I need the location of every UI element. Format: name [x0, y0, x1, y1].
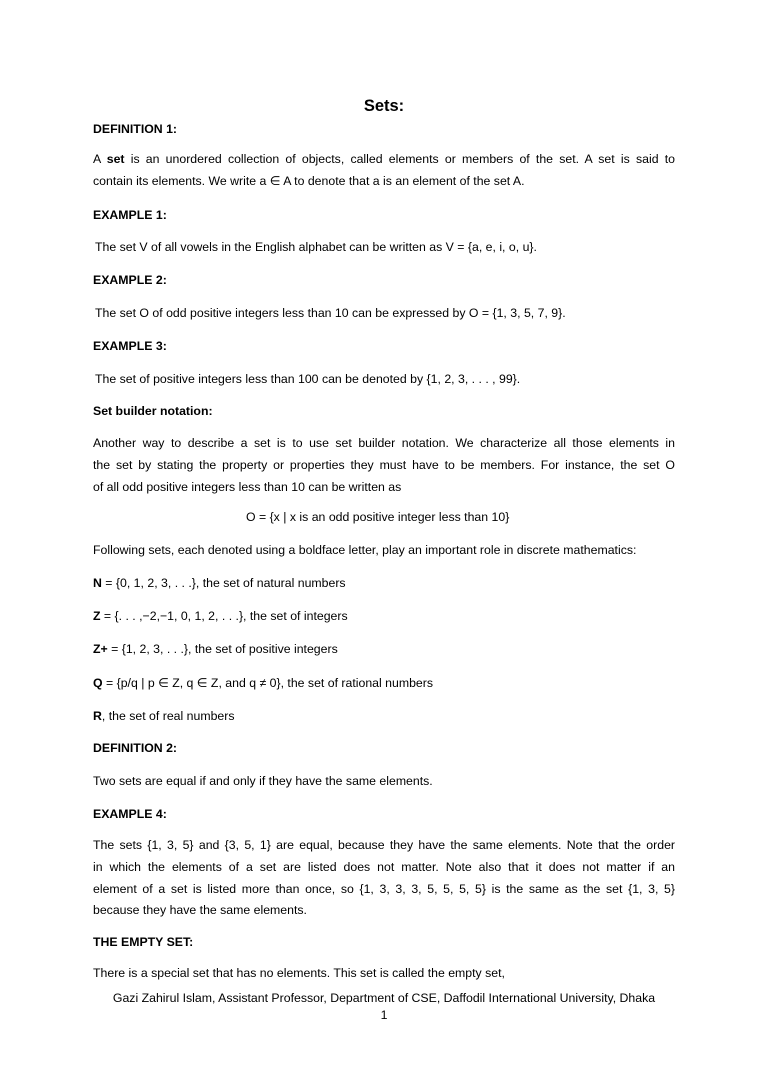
positive-integers-line [93, 642, 338, 656]
example-4-line-2: in which the elements of a set are listed does not matter. Note also that it does not matter if an [93, 860, 675, 874]
definition-1-line-2: contain its elements. We write a ∈ A to denote that a is an element of the set A. [93, 174, 525, 188]
integers-symbol: Z [93, 609, 101, 623]
set-builder-line-1: Another way to describe a set is to use set builder notation. We characterize all those elements in [93, 436, 675, 450]
example-4-heading: EXAMPLE 4: [93, 807, 167, 821]
set-term: set [106, 152, 125, 166]
set-builder-formula: O = {x | x is an odd positive integer less than 10} [246, 510, 510, 524]
integers-text: = {. . . ,−2,−1, 0, 1, 2, . . .}, the set of integers [100, 609, 348, 623]
example-4-line-3: element of a set is listed more than once, so {1, 3, 3, 3, 5, 5, 5, 5} is the same as the set {1, 3, 5} [93, 882, 675, 896]
definition-2-heading: DEFINITION 2: [93, 741, 178, 755]
definition-1-heading: DEFINITION 1: [93, 122, 178, 136]
empty-set-text: There is a special set that has no elements. This set is called the empty set, [93, 966, 505, 980]
reals-text: , the set of real numbers [101, 709, 235, 723]
definition-1-rest: is an unordered collection of objects, called elements or members of the set. A set is said to [124, 152, 675, 166]
definition-1-line-1 [93, 152, 675, 166]
integers-line [93, 609, 348, 623]
definition-2-text: Two sets are equal if and only if they have the same elements. [93, 774, 433, 788]
reals-symbol: R [93, 709, 102, 723]
natural-numbers-line [93, 576, 346, 590]
rationals-line [93, 676, 433, 690]
example-2-heading: EXAMPLE 2: [93, 273, 167, 287]
positive-integers-symbol: Z+ [93, 642, 108, 656]
set-builder-line-3: of all odd positive integers less than 10 can be written as [93, 480, 402, 494]
following-sets-text: Following sets, each denoted using a boldface letter, play an important role in discrete mathematics: [93, 543, 637, 557]
empty-set-heading: THE EMPTY SET: [93, 935, 194, 949]
example-3-text: The set of positive integers less than 100 can be denoted by {1, 2, 3, . . . , 99}. [95, 372, 521, 386]
rationals-text: = {p/q | p ∈ Z, q ∈ Z, and q ≠ 0}, the set of rational numbers [102, 676, 434, 690]
example-3-heading: EXAMPLE 3: [93, 339, 167, 353]
set-builder-heading: Set builder notation: [93, 404, 213, 418]
example-2-text: The set O of odd positive integers less than 10 can be expressed by O = {1, 3, 5, 7, 9}. [95, 306, 566, 320]
example-1-text: The set V of all vowels in the English alphabet can be written as V = {a, e, i, o, u}. [95, 240, 537, 254]
reals-line [93, 709, 235, 723]
footer-author: Gazi Zahirul Islam, Assistant Professor, Department of CSE, Daffodil International University, Dhaka [112, 991, 656, 1005]
example-4-line-1: The sets {1, 3, 5} and {3, 5, 1} are equal, because they have the same elements. Note that the order [93, 838, 675, 852]
definition-1-prefix: A [93, 152, 107, 166]
page-title: Sets: [363, 97, 405, 115]
positive-integers-text: = {1, 2, 3, . . .}, the set of positive integers [107, 642, 338, 656]
natural-text: = {0, 1, 2, 3, . . .}, the set of natural numbers [101, 576, 346, 590]
rationals-symbol: Q [93, 676, 103, 690]
page-number: 1 [380, 1008, 388, 1022]
example-4-line-4: because they have the same elements. [93, 903, 307, 917]
set-builder-line-2: the set by stating the property or properties they must have to be members. For instance, the set O [93, 458, 675, 472]
natural-symbol: N [93, 576, 102, 590]
example-1-heading: EXAMPLE 1: [93, 208, 167, 222]
